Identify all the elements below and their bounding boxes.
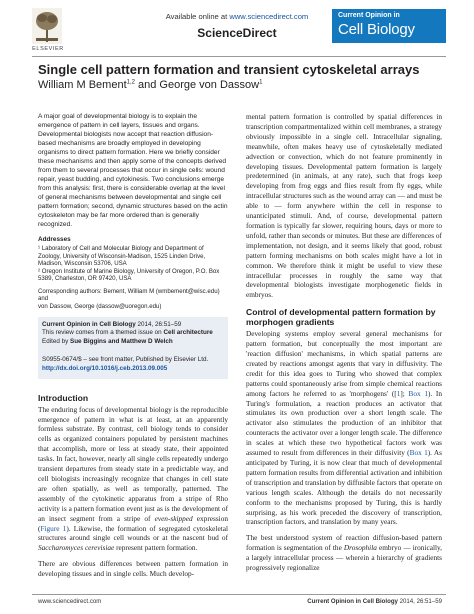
address-item: ¹ Laboratory of Cell and Molecular Biology and Department of Zoology, University of Wisconsin-Madison, 1525 Linden Drive, Madison, Wisconsin 53706, USA <box>38 244 206 268</box>
sciencedirect-link[interactable]: www.sciencedirect.com <box>229 12 309 21</box>
edited-prefix: Edited by <box>42 337 71 345</box>
citation-journal: Current Opinion in Cell Biology <box>42 320 136 328</box>
article-title: Single cell pattern formation and transient cytoskeletal arrays <box>38 62 420 77</box>
citation-line <box>42 321 224 330</box>
citation-rest: 2014, 26:51–59 <box>135 320 182 328</box>
box-1-link[interactable]: Box 1 <box>408 388 428 398</box>
publisher-name: ELSEVIER <box>32 46 64 52</box>
right-column <box>246 112 442 573</box>
correspondence-line: von Dassow, George (dassow@uoregon.edu) <box>38 303 162 311</box>
body-paragraph: mental pattern formation is controlled by spatial differences in transcription compartmentalized within cell membranes, a strategy obviously impossible in a single cell. Intracellular signaling, meanwhile, often makes heavy use of cytoskeletally mediated advection or convection, which do not feature prominently in developing tissues. Developmental pattern formation is largely predetermined (in animals, at any rate), such that frogs keep developing from frog eggs and flies result from fly eggs, while intracellular structures such as the wound array can — and must be able to — form anywhere within the cell in response to unanticipated stimuli. And, of course, developmental pattern formation is typically far slower, requiring hours, days or more to unfold, rather than seconds or minutes. But these are differences of implementation, not design, and it seems likely that good, robust pattern forming mechanisms on both scales might have a lot in common. We therefore think it might be useful to view these intracellular processes in roughly the same way that developmental biologists investigate morphogenetic fields in embryos. <box>246 112 442 300</box>
header-divider <box>32 56 446 57</box>
introduction-heading: Introduction <box>38 392 89 403</box>
sciencedirect-wordmark: ScienceDirect <box>197 26 277 40</box>
body-paragraph: The best understood system of reaction diffusion-based pattern formation is segmentation of the Drosophila embryo — ironically, a largely intracellular process — wherein a hierarchy of gradients progressively regionalize <box>246 533 443 573</box>
editor-names: Sue Biggins and Matthew D Welch <box>70 337 173 345</box>
theme-line <box>42 329 224 338</box>
issn-line: S0955-0674/$ – see front matter, Published by Elsevier Ltd. <box>42 356 209 364</box>
footer-citation: Current Opinion in Cell Biology 2014, 26:51–59 <box>307 598 442 605</box>
box-1-link[interactable]: Box 1 <box>409 448 428 458</box>
correspondence <box>38 288 228 311</box>
addresses-list <box>38 245 228 283</box>
body-paragraph: Developing systems employ several general mechanisms for pattern formation, but conceptually the most important are 'reaction diffusion' mechanisms, in which spatial patterns are created by reactions amongst agents that vary in diffusivity. The credit for this idea goes to Turing who showed that complex patterns could spontaneously arise from simple chemical reactions among factors he referred to as 'morphogens' ([1]; Box 1). In Turing's formulation, a reaction produces an activator that stimulates its own production over a short length scale. The activator also stimulates the production of an inhibitor that counteracts the activator over a longer length scale. The difference in scales at which these two hypothetical factors work was assumed to result from differences in their diffusivity (Box 1). As anticipated by Turing, it is now clear that much of developmental pattern formation results from differential activation and inhibition of transcription and translation by diffusible factors that operate on various length scales. Although the details do not necessarily conform to the mechanisms proposed by Turing, this is hardly surprising, as his work preceded the discovery of transcription, transcription factors, and translation by many years. <box>246 329 442 527</box>
abstract: A major goal of developmental biology is to explain the emergence of pattern in cell layers, tissues and organs. Developmental biologists now accept that reaction diffusion-based mechanisms are broadly employed in developing organisms to direct pattern formation. Here we briefly consider these mechanisms and then apply some of the concepts derived from them to several processes that occur in single cells: wound repair, yeast budding, and cytokinesis. Two conclusions emerge from this analysis: first, there is considerable overlap at the level of general mechanisms between developmental and single cell pattern formation; second, dynamic structures based on the actin cytoskeleton may be far more ordered than is generally recognized. <box>38 113 228 228</box>
doi-link[interactable]: http://dx.doi.org/10.1016/j.ceb.2013.09.005 <box>42 365 168 373</box>
available-prefix: Available online at <box>165 12 228 21</box>
morphogen-section-heading: Control of developmental pattern formation by morphogen gradients <box>246 307 436 328</box>
address-item: ² Oregon Institute of Marine Biology, University of Oregon, P.O. Box 5389, Charleston, OR 97420, USA <box>38 267 220 283</box>
introduction-paragraph: There are obvious differences between pattern formation in developing tissues and in single cells. Much develop- <box>38 559 228 579</box>
footer-url: www.sciencedirect.com <box>38 598 102 605</box>
editors-line <box>42 338 224 347</box>
addresses-heading: Addresses <box>38 236 71 243</box>
author-join: and George von Dassow <box>134 79 260 91</box>
article-info-box <box>38 317 228 379</box>
left-column <box>38 112 228 579</box>
journal-banner-main: Cell Biology <box>338 21 415 38</box>
theme-prefix: This review comes from a themed issue on <box>42 329 164 337</box>
author-dassow-aff: 1 <box>259 79 263 86</box>
journal-banner-top: Current Opinion in <box>338 12 400 19</box>
reference-1-link[interactable]: 1 <box>396 388 401 398</box>
footer-divider <box>32 594 446 595</box>
article-authors <box>38 78 438 92</box>
author-bement-aff: 1,2 <box>126 79 135 86</box>
journal-banner <box>332 9 446 43</box>
correspondence-line: Corresponding authors: Bement, William M (wmbement@wisc.edu) and <box>38 287 220 303</box>
figure-1-link[interactable]: Figure 1 <box>40 523 67 533</box>
introduction-paragraph: The enduring focus of developmental biology is the reproducible emergence of pattern in what is at least, at an apparently formless substrate. By contrast, cell biology tends to consider cells as organized containers populated by persistent machines that accomplish, more or less at steady state, their appointed tasks. In fact, however, nearly all single cells repeatedly undergo transient departures from steady state in a predictable way, and cell biologists increasingly recognize that changes in cell state are often spatially, as well as temporally, patterned. The assembly of the cytokinetic apparatus from a stripe of Rho activity is a pattern formation event just as is the development of an insect segment from a stripe of even-skipped expression (Figure 1). Likewise, the formation of segregated cytoskeletal structures around single cell wounds or at the nascent bud of Saccharomyces cerevisiae represent pattern formation. <box>38 404 228 553</box>
theme-name: Cell architecture <box>163 329 213 337</box>
author-bement: William M Bement <box>38 79 127 91</box>
